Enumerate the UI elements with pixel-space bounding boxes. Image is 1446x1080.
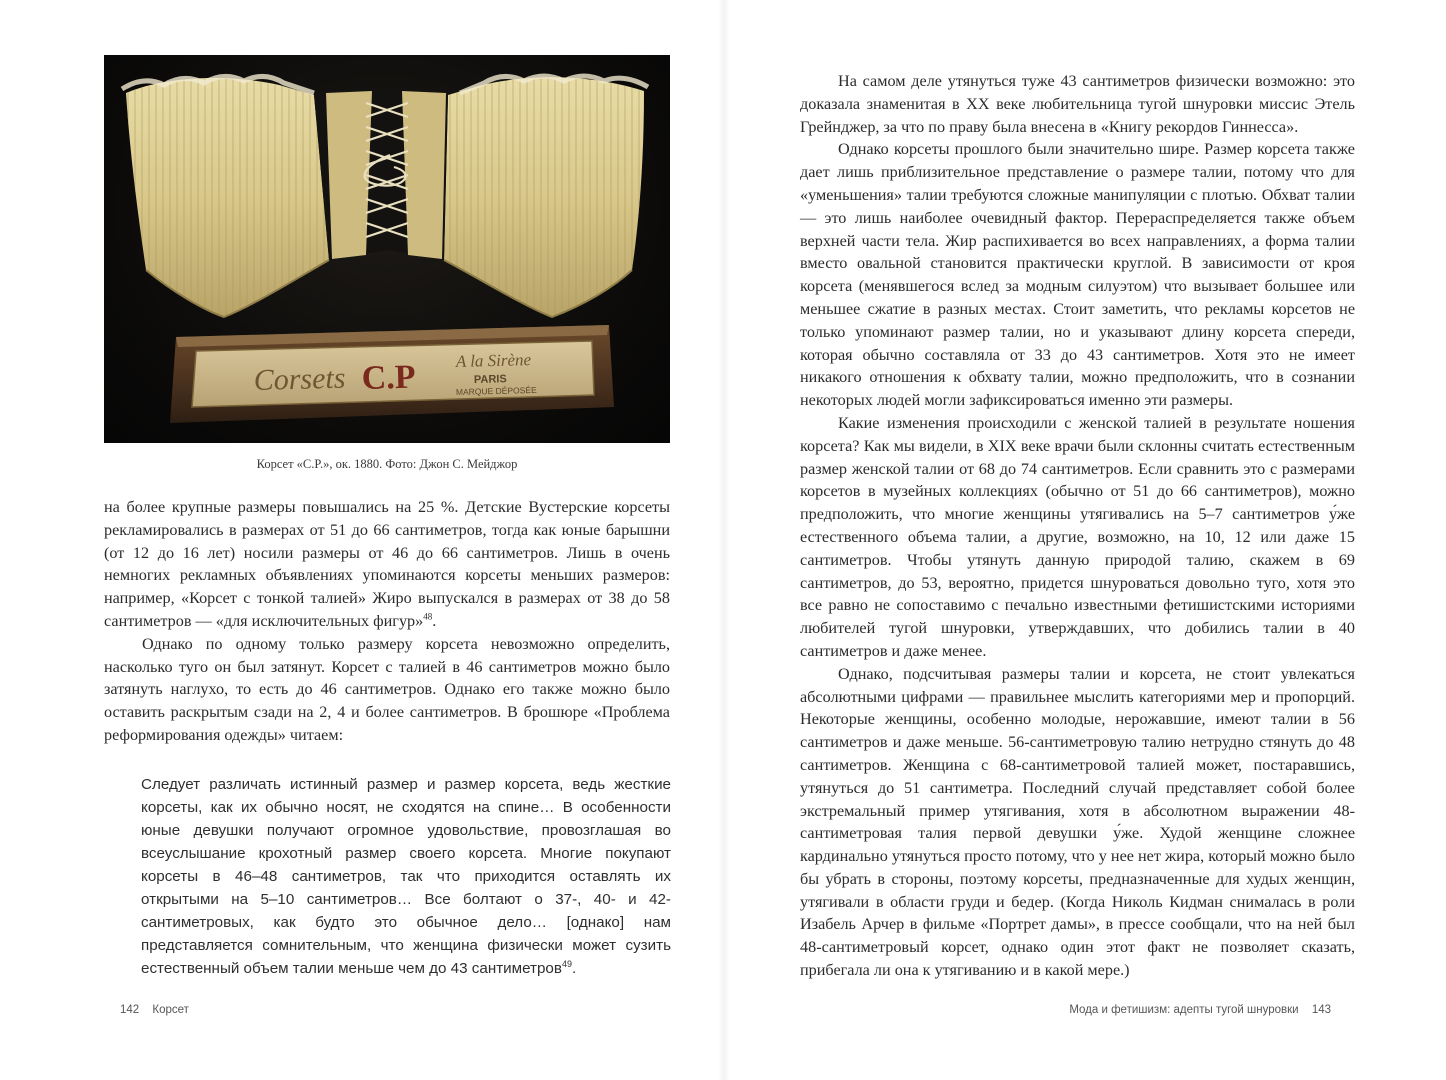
left-running-footer	[120, 1004, 189, 1016]
running-title-left: Корсет	[152, 1004, 189, 1016]
left-body-text	[104, 496, 670, 747]
running-title-right: Мода и фетишизм: адепты тугой шнуровки	[1069, 1004, 1299, 1016]
box-label-script: Corsets	[253, 361, 346, 397]
box-label-mark: MARQUE DÉPOSÉE	[455, 384, 537, 397]
right-body-text	[800, 70, 1355, 982]
footnote-48[interactable]: 48	[423, 611, 433, 622]
right-running-footer	[1069, 1004, 1331, 1016]
right-paragraph-1: На самом деле утянуться туже 43 сантиметров физически возможно: это доказала знаменитая в XX веке любительница тугой шнуровки миссис Этель Грейнджер, за что по праву была внесена в «Книгу рекордов Гиннесса».	[800, 72, 1355, 136]
left-paragraph-2: Однако по одному только размеру корсета невозможно определить, насколько туго он был затянут. Корсет с талией в 46 сантиметров можно было затянуть наглухо, то есть до 46 сантиметров. Однако его также можно было оставить раскрытым сзади на 2, 4 и более сантиметров. В брошюре «Проблема реформирования одежды» читаем:	[104, 634, 670, 744]
footnote-49[interactable]: 49	[561, 958, 572, 969]
right-paragraph-3: Какие изменения происходили с женской талией в результате ношения корсета? Как мы видели, в XIX веке врачи были склонны считать естественным размер женской талии от 68 до 74 сантиметров. Если сравнить это с размерами корсетов в музейных коллекциях (обычно от 51 до 66 сантиметров), можно предположить, что многие женщины утягивались на 5–7 сантиметров у́же естественного объема талии, а другие, возможно, на 10, 12 или даже 15 сантиметров. Чтобы утянуть данную природой талию, скажем в 69 сантиметров, до 53, вероятно, придется шнуроваться довольно туго, хотя это все равно не сопоставимо с печально известными фетишистскими историями любителей тугой шнуровки, утверждавших, что добились талии в 40 сантиметров и даже менее.	[800, 413, 1355, 660]
page-number-right: 143	[1311, 1004, 1331, 1016]
corset-photo	[104, 55, 670, 443]
corset-illustration	[104, 55, 670, 443]
page-number-left: 142	[120, 1004, 140, 1016]
box-label-monogram: C.P	[361, 358, 417, 397]
figure-caption: Корсет «C.P.», ок. 1880. Фото: Джон С. Мейджор	[256, 457, 518, 471]
block-quote: Следует различать истинный размер и размер корсета, ведь жесткие корсеты, как их обычно носят, не сходятся на спине… В особенности юные девушки получают огромное удовольствие, провозглашая во всеуслышание крохотный размер своего корсета. Многие покупают корсеты в 46–48 сантиметров, так что приходится оставлять их открытыми на 5–10 сантиметров… Все болтают о 37-, 40- и 42-сантиметровых, как будто это обычное дело… [однако] нам представляется сомнительным, что женщина физически может сузить естественный объем талии меньше чем до 43 сантиметров$^{49}$.	[141, 776, 671, 977]
right-paragraph-2: Однако корсеты прошлого были значительно шире. Размер корсета также дает лишь приблизительное представление о размере талии, потому что для «уменьшения» талии требуются сложные манипуляции с плотью. Обхват талии — это лишь наиболее очевидный фактор. Перераспределяется также объем верхней части тела. Жир распихивается во всех направлениях, а форма талии вместо овальной становится практически круглой. В зависимости от кроя корсета (менявшегося вслед за модным силуэтом) что вызывает большее или меньшее сжатие в разных местах. Стоит заметить, что рекламы корсетов не только упоминают размер талии, но и указывают длину корсета спереди, которая обычно составляла от 33 до 43 сантиметров. Хотя это не имеет никакого отношения к обхвату талии, можно предположить, что в сознании некоторых людей могли зафиксироваться именно эти размеры.	[800, 140, 1355, 410]
left-paragraph-1: на более крупные размеры повышались на 25 %. Детские Вустерские корсеты рекламировались в размерах от 51 до 66 сантиметров, тогда как юные барышни (от 12 до 16 лет) носили размеры от 46 до 66 сантиметров. Лишь в очень немногих рекламных объявлениях упоминаются корсеты меньших размеров: например, «Корсет с тонкой талией» Жиро выпускался в размерах от 38 до 58 сантиметров — «для исключительных фигур»$^{48}$.	[104, 498, 670, 630]
box-label-brand: A la Sirène	[455, 350, 532, 371]
box-label-city: PARIS	[473, 373, 507, 386]
right-paragraph-4: Однако, подсчитывая размеры талии и корсета, не стоит увлекаться абсолютными цифрами — правильнее мыслить категориями мер и пропорций. Некоторые женщины, особенно молодые, нерожавшие, имеют талии в 56 сантиметров и даже меньше. 56-сантиметровую талию нетрудно стянуть до 48 сантиметров. Женщина с 68-сантиметровой талией может, постаравшись, утянуться до 51 сантиметра. Последний случай представляет собой более экстремальный пример утягивания, хотя в абсолютном выражении 48-сантиметровая талия первой девушки у́же. Худой женщине сложнее кардинально утянуться просто потому, что у нее нет жира, который можно было бы убрать в стороны, поэтому корсеты, предназначенные для худых женщин, утягивали в области груди и бедер. (Когда Николь Кидман снималась в роли Изабель Арчер в фильме «Портрет дамы», в прессе сообщали, что на ней был 48-сантиметровый корсет, однако один этот факт не позволяет сказать, прибегала ли она к утягиванию и в какой мере.)	[800, 664, 1355, 980]
